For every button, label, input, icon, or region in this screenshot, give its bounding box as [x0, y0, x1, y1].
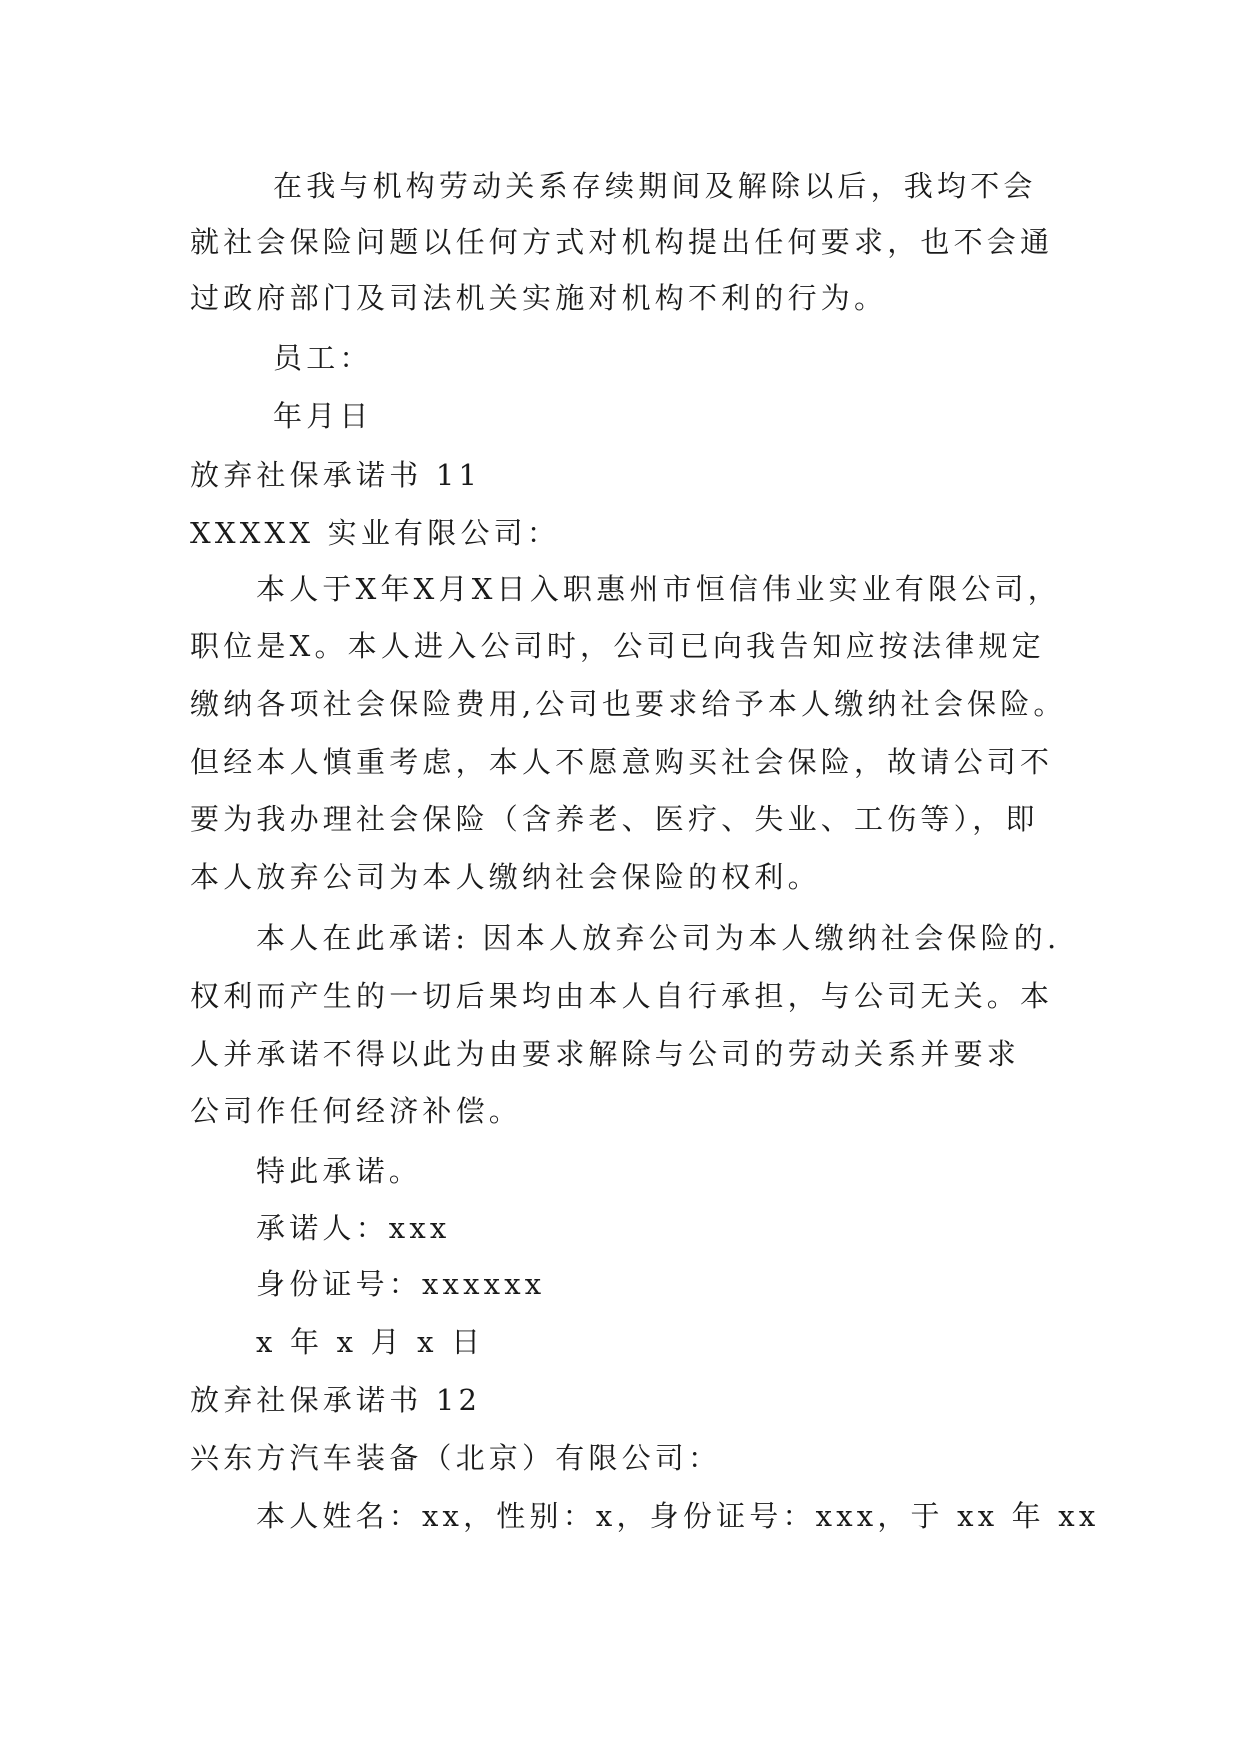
- text-line: 权利而产生的一切后果均由本人自行承担，与公司无关。本: [190, 979, 1054, 1013]
- text-line: 要为我办理社会保险（含养老、医疗、失业、工伤等），即: [190, 802, 1039, 836]
- text-line: 本人在此承诺: 因本人放弃公司为本人缴纳社会保险的.: [256, 921, 1061, 955]
- id-number-line: 身份证号：xxxxxx: [256, 1267, 546, 1301]
- addressee-line: XXXXX 实业有限公司：: [190, 516, 561, 550]
- text-line: 特此承诺。: [256, 1154, 423, 1188]
- text-line: 公司作任何经济补偿。: [190, 1094, 523, 1128]
- text-line: 就社会保险问题以任何方式对机构提出任何要求，也不会通: [190, 225, 1054, 259]
- section-title: 放弃社保承诺书 11: [190, 458, 482, 492]
- text-line: 人并承诺不得以此为由要求解除与公司的劳动关系并要求: [190, 1037, 1021, 1071]
- addressee-line: 兴东方汽车装备（北京）有限公司：: [190, 1441, 722, 1475]
- text-line: 职位是X。本人进入公司时，公司已向我告知应按法律规定: [190, 629, 1045, 663]
- date-line: x 年 x 月 x 日: [256, 1325, 485, 1359]
- text-line: 员工：: [273, 341, 373, 375]
- text-line: 过政府部门及司法机关实施对机构不利的行为。: [190, 281, 888, 315]
- text-line: 本人姓名：xx，性别：x，身份证号：xxx，于 xx 年 xx: [256, 1499, 1100, 1533]
- signatory-line: 承诺人：xxx: [256, 1211, 451, 1245]
- text-line: 年月日: [273, 399, 373, 433]
- text-line: 但经本人慎重考虑，本人不愿意购买社会保险，故请公司不: [190, 745, 1054, 779]
- text-line: 本人放弃公司为本人缴纳社会保险的权利。: [190, 860, 821, 894]
- section-title: 放弃社保承诺书 12: [190, 1383, 482, 1417]
- text-line: 在我与机构劳动关系存续期间及解除以后，我均不会: [273, 169, 1037, 203]
- text-line: 缴纳各项社会保险费用,公司也要求给予本人缴纳社会保险。: [190, 687, 1067, 721]
- text-line: 本人于X年X月X日入职惠州市恒信伟业实业有限公司，: [256, 572, 1061, 606]
